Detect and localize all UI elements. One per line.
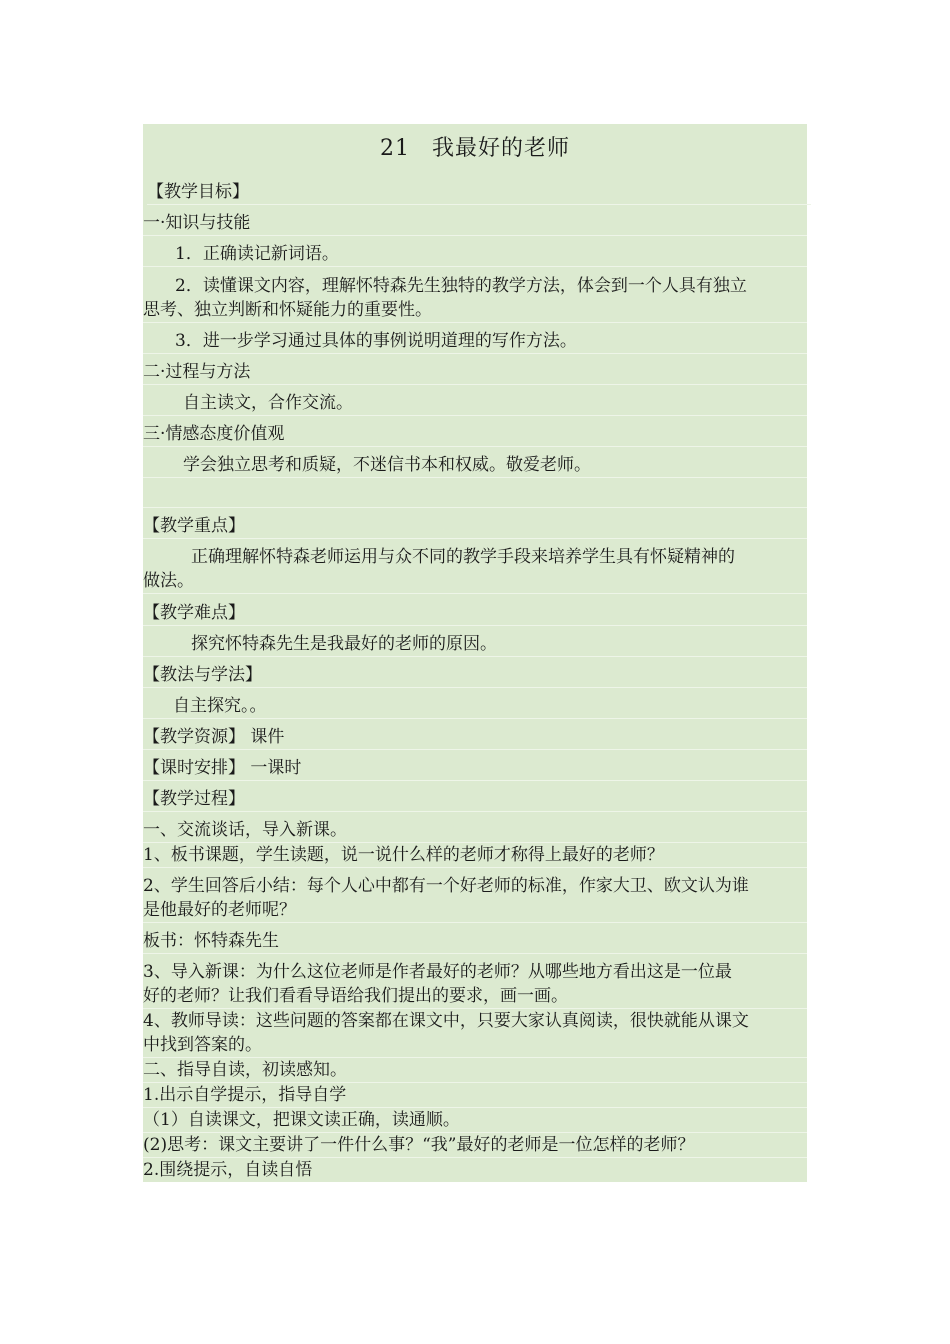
process-step: （1）自读课文，把课文读正确，读通顺。 [143, 1108, 807, 1133]
lesson-number: 21 [379, 136, 410, 161]
section-heading-focus: 【教学重点】 [143, 514, 807, 539]
goal-item-cont: 思考、独立判断和怀疑能力的重要性。 [143, 298, 807, 323]
focus-text-cont: 做法。 [143, 569, 807, 594]
section-heading-goals: 【教学目标】 [147, 180, 811, 205]
section-resources: 【教学资源】 课件 [143, 725, 807, 750]
difficulty-text: 探究怀特森先生是我最好的老师的原因。 [143, 632, 807, 657]
section-heading-process: 【教学过程】 [143, 787, 807, 812]
process-step-cont: 中找到答案的。 [143, 1033, 807, 1058]
subheading-knowledge: 一·知识与技能 [143, 211, 807, 236]
process-step-cont: 是他最好的老师呢？ [143, 898, 807, 923]
process-text: 自主读文，合作交流。 [143, 391, 807, 416]
process-step: 3、导入新课：为什么这位老师是作者最好的老师？从哪些地方看出这是一位最 [143, 962, 732, 982]
goal-item: 2．读懂课文内容，理解怀特森先生独特的教学方法，体会到一个人具有独立 [175, 276, 747, 296]
process-step: 4、教师导读：这些问题的答案都在课文中，只要大家认真阅读，很快就能从课文 [143, 1011, 749, 1031]
section-heading-methods: 【教法与学法】 [143, 663, 807, 688]
process-step: 2、学生回答后小结：每个人心中都有一个好老师的标准，作家大卫、欧文认为谁 [143, 876, 749, 896]
process-step: 1.出示自学提示，指导自学 [143, 1083, 807, 1108]
process-step: 1、板书课题，学生读题，说一说什么样的老师才称得上最好的老师？ [143, 843, 807, 868]
blank-line [143, 482, 807, 508]
process-step: 2.围绕提示，自读自悟 [143, 1160, 313, 1180]
document-page [143, 124, 807, 1182]
section-schedule: 【课时安排】 一课时 [143, 756, 807, 781]
process-step-cont: 好的老师？让我们看看导语给我们提出的要求，画一画。 [143, 984, 807, 1009]
goal-item: 1．正确读记新词语。 [143, 242, 807, 267]
focus-text: 正确理解怀特森老师运用与众不同的教学手段来培养学生具有怀疑精神的 [191, 547, 735, 567]
section-heading-difficulty: 【教学难点】 [143, 601, 807, 626]
process-step: (2)思考：课文主要讲了一件什么事？“我”最好的老师是一位怎样的老师？ [143, 1133, 807, 1158]
methods-text: 自主探究。。 [143, 694, 807, 719]
lesson-title: 我最好的老师 [431, 136, 570, 161]
emotion-text: 学会独立思考和质疑，不迷信书本和权威。敬爱老师。 [143, 453, 807, 478]
process-step: 二、指导自读，初读感知。 [143, 1058, 807, 1083]
board-note: 板书：怀特森先生 [143, 929, 807, 954]
subheading-emotion: 三·情感态度价值观 [143, 422, 807, 447]
subheading-process: 二·过程与方法 [143, 360, 807, 385]
goal-item: 3．进一步学习通过具体的事例说明道理的写作方法。 [143, 329, 807, 354]
page-title [143, 134, 807, 164]
process-step: 一、交流谈话，导入新课。 [143, 818, 807, 843]
